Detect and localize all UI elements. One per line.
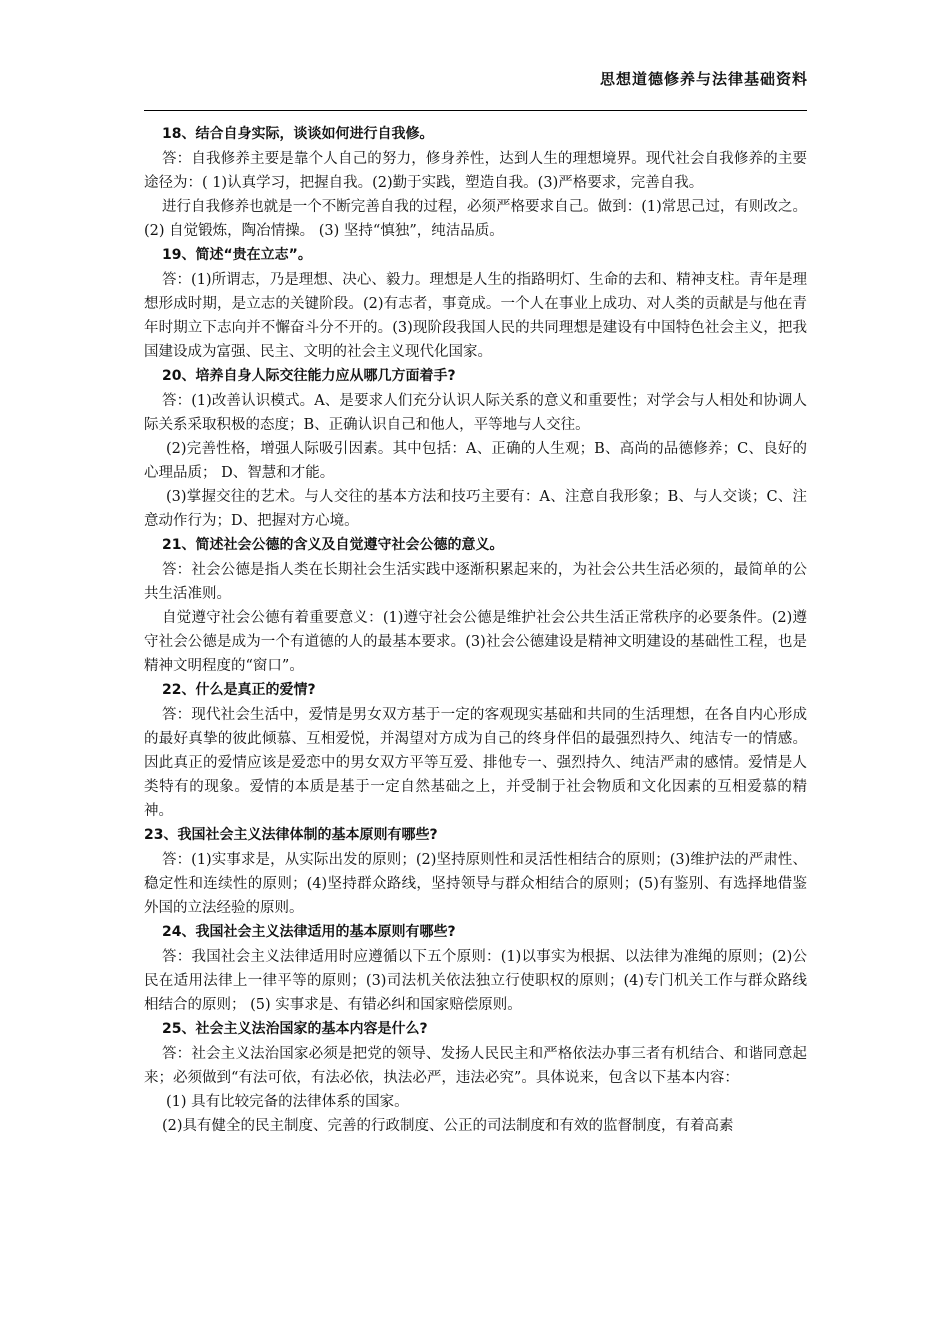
answer-paragraph: (2)完善性格，增强人际吸引因素。其中包括：A、正确的人生观；B、高尚的品德修养；C、良好的心理品质； D、智慧和才能。 (144, 441, 807, 481)
document-body (144, 122, 807, 1138)
answer-paragraph: (2)具有健全的民主制度、完善的行政制度、公正的司法制度和有效的监督制度，有着高素 (162, 1118, 734, 1134)
answer-paragraph: 答：社会主义法治国家必须是把党的领导、发扬人民民主和严格依法办事三者有机结合、和谐同意起来；必须做到“有法可依，有法必依，执法必严，违法必究”。具体说来，包含以下基本内容： (144, 1046, 807, 1086)
header-rule (144, 110, 807, 111)
answer-paragraph: 答：我国社会主义法律适用时应遵循以下五个原则：(1)以事实为根据、以法律为准绳的原则；(2)公民在适用法律上一律平等的原则；(3)司法机关依法独立行使职权的原则；(4)专门机关工作与群众路线相结合的原则； (5) 实事求是、有错必纠和国家赔偿原则。 (144, 949, 807, 1013)
question-heading: 24、我国社会主义法律适用的基本原则有哪些? (162, 924, 456, 940)
answer-paragraph: 答：自我修养主要是靠个人自己的努力，修身养性，达到人生的理想境界。现代社会自我修养的主要途径为：( 1)认真学习，把握自我。(2)勤于实践，塑造自我。(3)严格要求，完善自我。 (144, 151, 807, 191)
question-heading: 23、我国社会主义法律体制的基本原则有哪些? (144, 827, 438, 843)
answer-paragraph: 进行自我修养也就是一个不断完善自我的过程，必须严格要求自己。做到：(1)常思己过，有则改之。 (2) 自觉锻炼，陶冶情操。 (3) 坚持“慎独”，纯洁品质。 (144, 199, 807, 239)
question-heading: 20、培养自身人际交往能力应从哪几方面着手? (162, 368, 456, 384)
answer-paragraph: 答：(1)所谓志，乃是理想、决心、毅力。理想是人生的指路明灯、生命的去和、精神支柱。青年是理想形成时期，是立志的关键阶段。(2)有志者，事竟成。一个人在事业上成功、对人类的贡献是与他在青年时期立下志向并不懈奋斗分不开的。(3)现阶段我国人民的共同理想是建设有中国特色社会主义，把我国建设成为富强、民主、文明的社会主义现代化国家。 (144, 272, 807, 360)
answer-paragraph: 答：(1)实事求是，从实际出发的原则；(2)坚持原则性和灵活性相结合的原则；(3)维护法的严肃性、稳定性和连续性的原则；(4)坚持群众路线，坚持领导与群众相结合的原则；(5)有鉴别、有选择地借鉴外国的立法经验的原则。 (144, 852, 807, 916)
question-heading: 19、简述“贵在立志”。 (162, 247, 312, 263)
question-heading: 22、什么是真正的爱情? (162, 682, 316, 698)
answer-paragraph: 自觉遵守社会公德有着重要意义：(1)遵守社会公德是维护社会公共生活正常秩序的必要条件。(2)遵守社会公德是成为一个有道德的人的最基本要求。(3)社会公德建设是精神文明建设的基础性工程，也是精神文明程度的“窗口”。 (144, 610, 807, 674)
question-heading: 18、结合自身实际，谈谈如何进行自我修。 (162, 126, 434, 142)
question-heading: 21、简述社会公德的含义及自觉遵守社会公德的意义。 (162, 537, 504, 553)
answer-paragraph: 答：(1)改善认识模式。A、是要求人们充分认识人际关系的意义和重要性；对学会与人相处和协调人际关系采取积极的态度；B、正确认识自己和他人，平等地与人交往。 (144, 393, 807, 433)
answer-paragraph: 答：社会公德是指人类在长期社会生活实践中逐渐积累起来的，为社会公共生活必须的，最简单的公共生活准则。 (144, 562, 807, 602)
page-header-title: 思想道德修养与法律基础资料 (599, 70, 808, 88)
answer-paragraph: 答：现代社会生活中，爱情是男女双方基于一定的客观现实基础和共同的生活理想，在各自内心形成的最好真挚的彼此倾慕、互相爱悦，并渴望对方成为自己的终身伴侣的最强烈持久、纯洁专一的情感。因此真正的爱情应该是爱恋中的男女双方平等互爱、排他专一、强烈持久、纯洁严肃的感情。爱情是人类特有的现象。爱情的本质是基于一定自然基础之上，并受制于社会物质和文化因素的互相爱慕的精神。 (144, 707, 807, 819)
answer-paragraph: (3)掌握交往的艺术。与人交往的基本方法和技巧主要有：A、注意自我形象；B、与人交谈；C、注意动作行为；D、把握对方心境。 (144, 489, 807, 529)
answer-paragraph: (1) 具有比较完备的法律体系的国家。 (166, 1094, 409, 1110)
question-heading: 25、社会主义法治国家的基本内容是什么? (162, 1021, 428, 1037)
